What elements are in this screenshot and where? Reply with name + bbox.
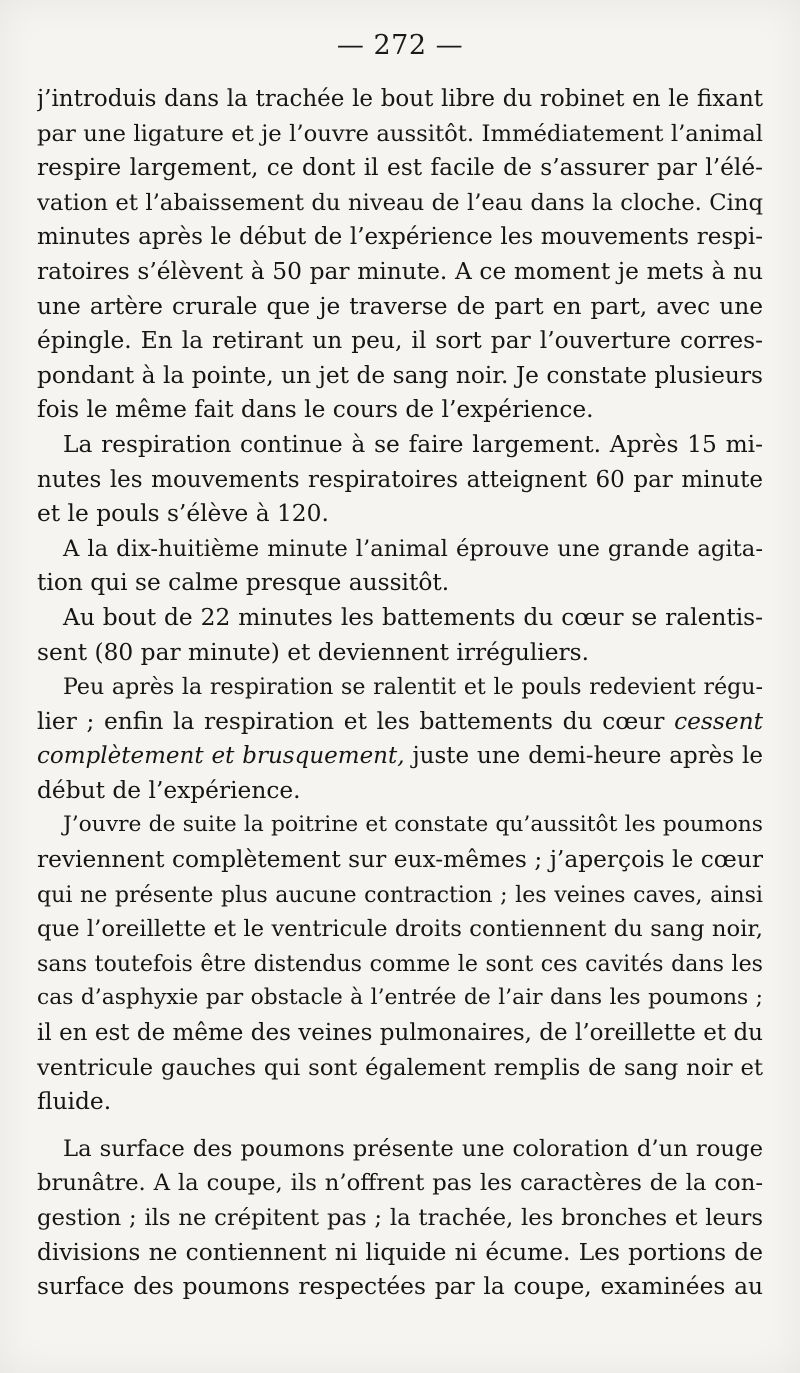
italic-text: complètement et brusquement,: [37, 743, 405, 770]
paragraph-2: [37, 428, 763, 532]
text-line: [37, 705, 763, 740]
text-segment: juste une demi-heure après le: [412, 743, 763, 770]
paragraph-4: [37, 601, 763, 670]
paragraph-spacer: [37, 1120, 763, 1132]
text-line: nutes les mouvements respiratoires atteignent 60 par minute: [37, 466, 763, 493]
text-line: Au bout de 22 minutes les battements du cœur se ralentis-: [63, 603, 763, 631]
page-number: — 272 —: [336, 30, 464, 61]
text-line: pondant à la pointe, un jet de sang noir. Je constate plusieurs: [37, 361, 763, 389]
paragraph-1: [37, 82, 763, 428]
text-line: et le pouls s’élève à 120.: [37, 500, 329, 528]
text-line: reviennent complètement sur eux-mêmes ; j’aperçois le cœur: [37, 846, 763, 874]
text-line: cas d’asphyxie par obstacle à l’entrée de l’air dans les poumons ;: [37, 985, 763, 1011]
text-line: brunâtre. A la coupe, ils n’offrent pas les caractères de la con-: [37, 1170, 763, 1197]
text-line: Peu après la respiration se ralentit et le pouls redevient régu-: [63, 674, 763, 701]
text-line: ventricule gauches qui sont également remplis de sang noir et: [37, 1054, 763, 1081]
text-line: divisions ne contiennent ni liquide ni écume. Les portions de: [37, 1238, 763, 1266]
text-line: épingle. En la retirant un peu, il sort par l’ouverture corres-: [37, 327, 763, 355]
text-line: J’ouvre de suite la poitrine et constate qu’aussitôt les poumons: [63, 812, 763, 838]
text-line: une artère crurale que je traverse de part en part, avec une: [37, 292, 763, 320]
text-line: La surface des poumons présente une coloration d’un rouge: [63, 1135, 763, 1162]
text-line: fois le même fait dans le cours de l’expérience.: [37, 396, 594, 424]
paragraph-3: [37, 532, 763, 601]
text-line: j’introduis dans la trachée le bout libre du robinet en le fixant: [37, 86, 763, 112]
text-line: qui ne présente plus aucune contraction ; les veines caves, ainsi: [37, 881, 763, 908]
text-segment: lier ; enfin la respiration et les battements du cœur: [37, 707, 675, 735]
text-line: respire largement, ce dont il est facile de s’assurer par l’élé-: [37, 154, 763, 182]
text-line: début de l’expérience.: [37, 776, 301, 804]
text-line: A la dix-huitième minute l’animal éprouve une grande agita-: [63, 535, 763, 562]
paragraph-5: [37, 670, 763, 808]
body-text: [37, 82, 763, 1305]
text-line: [37, 739, 763, 774]
paragraph-7: [37, 1132, 763, 1305]
text-line: que l’oreillette et le ventricule droits contiennent du sang noir,: [37, 916, 763, 943]
text-line: minutes après le début de l’expérience les mouvements respi-: [37, 224, 763, 251]
text-line: il en est de même des veines pulmonaires, de l’oreillette et du: [37, 1020, 763, 1047]
text-line: gestion ; ils ne crépitent pas ; la trachée, les bronches et leurs: [37, 1205, 763, 1231]
text-line: fluide.: [37, 1088, 112, 1116]
text-line: tion qui se calme presque aussitôt.: [37, 569, 450, 597]
text-line: La respiration continue à se faire largement. Après 15 mi-: [63, 430, 763, 458]
text-line: ratoires s’élèvent à 50 par minute. A ce moment je mets à nu: [37, 257, 763, 285]
text-line: vation et l’abaissement du niveau de l’eau dans la cloche. Cinq: [37, 189, 763, 216]
text-line: sans toutefois être distendus comme le sont ces cavités dans les: [37, 950, 763, 977]
italic-text: cessent: [674, 707, 763, 735]
text-line: sent (80 par minute) et deviennent irréguliers.: [37, 638, 590, 666]
text-line: par une ligature et je l’ouvre aussitôt. Immédiatement l’animal: [37, 120, 763, 147]
paragraph-6: [37, 808, 763, 1119]
text-line: surface des poumons respectées par la coupe, examinées au: [37, 1273, 763, 1301]
